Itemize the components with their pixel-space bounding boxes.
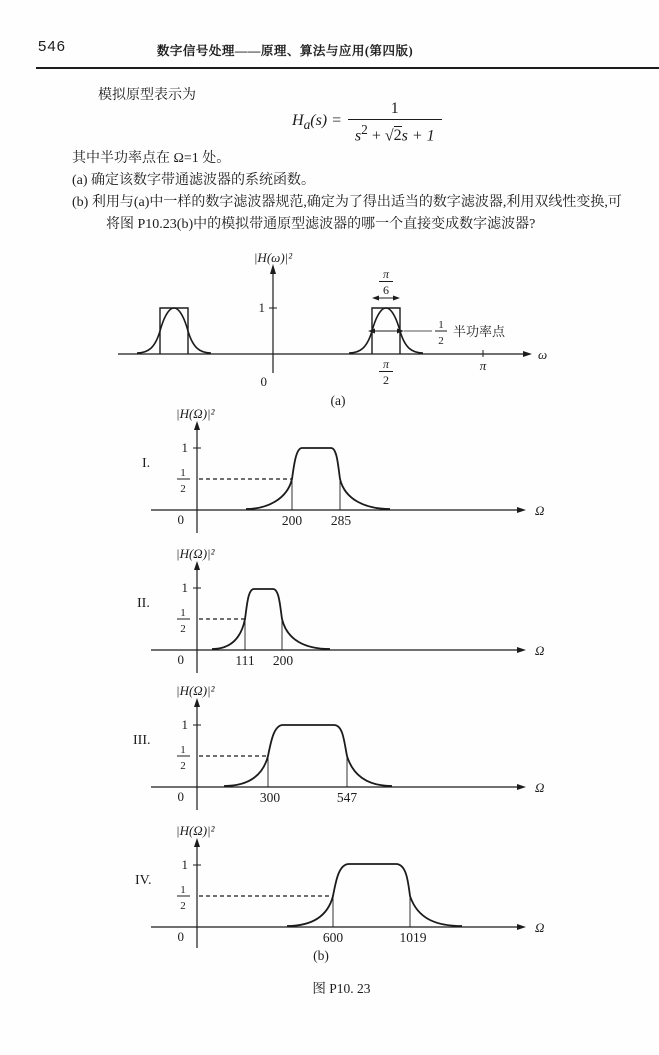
figa-tick-pi: π xyxy=(479,358,487,373)
plot-I xyxy=(0,403,659,538)
plot4-y-axis-label: |H(Ω)|² xyxy=(176,823,215,838)
figa-left-ideal-rect xyxy=(160,308,188,354)
formula-args: (s) = xyxy=(310,112,342,130)
plot1-half-frac-num: 1 xyxy=(180,467,186,479)
plot4-x-axis-label: Ω xyxy=(535,920,545,935)
header-rule xyxy=(36,67,659,69)
plot2-tick-1: 1 xyxy=(181,580,188,595)
figa-tick-0: 0 xyxy=(260,374,267,389)
plot1-freq-label-1: 200 xyxy=(281,513,303,528)
caption-sub-b: (b) xyxy=(313,948,329,963)
plot1-x-axis-label: Ω xyxy=(535,503,545,518)
figa-y-axis-arrowhead-icon xyxy=(270,264,276,274)
plot2-x-axis-label: Ω xyxy=(535,643,545,658)
plot1-half-frac-den: 2 xyxy=(180,483,186,495)
plot-IV xyxy=(0,820,659,950)
figa-y-axis-label: |H(ω)|² xyxy=(253,253,293,265)
plot2-half-frac-num: 1 xyxy=(180,607,186,619)
plot3-freq-label-2: 547 xyxy=(336,790,358,805)
half-power-note: 其中半功率点在 Ω=1 处。 xyxy=(72,151,231,166)
plot1-y-axis-arrowhead-icon xyxy=(194,421,200,430)
plot4-freq-label-2: 1019 xyxy=(399,930,427,945)
den-tail: s + 1 xyxy=(401,127,435,145)
plot4-half-frac-den: 2 xyxy=(180,900,186,912)
figa-width-frac-den: 6 xyxy=(383,283,389,297)
plot1-tick-0: 0 xyxy=(177,512,184,527)
plot2-freq-label-1: 111 xyxy=(235,653,255,668)
item-b-line2: 将图 P10.23(b)中的模拟带通原型滤波器的哪一个直接变成数字滤波器? xyxy=(106,217,536,232)
figa-center-frac-num: π xyxy=(382,357,390,371)
intro-text: 模拟原型表示为 xyxy=(98,88,196,103)
figa-caption: (a) xyxy=(330,393,346,408)
plot3-half-frac-den: 2 xyxy=(180,760,186,772)
plot4-freq-label-1: 600 xyxy=(322,930,344,945)
plot2-x-axis-arrowhead-icon xyxy=(517,647,526,653)
plot2-y-axis-label: |H(Ω)|² xyxy=(176,546,215,561)
figa-x-axis-arrowhead-icon xyxy=(523,351,532,357)
plot4-tick-1: 1 xyxy=(181,857,188,872)
plot3-x-axis-arrowhead-icon xyxy=(517,784,526,790)
plot1-y-axis-label: |H(Ω)|² xyxy=(176,406,215,421)
formula-denominator xyxy=(348,119,442,145)
plot1-tick-1: 1 xyxy=(181,440,188,455)
formula-lhs xyxy=(292,112,342,133)
sqrt-sign: √ xyxy=(384,127,394,145)
plot4-response-curve xyxy=(287,864,462,926)
plot3-tick-0: 0 xyxy=(177,789,184,804)
plot4-x-axis-arrowhead-icon xyxy=(517,924,526,930)
figa-width-arrowhead-left-icon xyxy=(372,296,379,301)
plot4-half-frac-num: 1 xyxy=(180,884,186,896)
figa-center-frac-den: 2 xyxy=(383,373,389,387)
plot-III xyxy=(0,680,659,815)
plot3-freq-label-1: 300 xyxy=(259,790,281,805)
figa-width-frac-num: π xyxy=(382,267,390,281)
item-a: (a) 确定该数字带通滤波器的系统函数。 xyxy=(72,173,316,188)
plot2-tick-0: 0 xyxy=(177,652,184,667)
plot2-half-frac-den: 2 xyxy=(180,623,186,635)
plot4-y-axis-arrowhead-icon xyxy=(194,838,200,847)
plot4-tick-0: 0 xyxy=(177,929,184,944)
plot2-y-axis-arrowhead-icon xyxy=(194,561,200,570)
formula-fraction xyxy=(348,100,442,145)
figa-halfpower-text: 半功率点 xyxy=(453,324,506,339)
figa-tick-1: 1 xyxy=(258,300,265,315)
formula-sub-a: a xyxy=(303,117,311,133)
figa-x-axis-label: ω xyxy=(538,347,548,362)
figa-half-frac-den: 2 xyxy=(438,335,444,347)
plot4-roman-label: IV. xyxy=(135,873,152,888)
plot3-tick-1: 1 xyxy=(181,717,188,732)
figure-a xyxy=(0,253,659,410)
plot-II xyxy=(0,543,659,678)
plot1-roman-label: I. xyxy=(142,456,151,471)
formula-H: H xyxy=(292,112,304,130)
figa-width-arrowhead-right-icon xyxy=(393,296,400,301)
plot1-x-axis-arrowhead-icon xyxy=(517,507,526,513)
figure-caption: 图 P10. 23 xyxy=(312,981,371,996)
plot1-freq-label-2: 285 xyxy=(330,513,352,528)
plot1-response-curve xyxy=(246,448,390,509)
page-number: 546 xyxy=(38,38,67,55)
plot2-roman-label: II. xyxy=(137,596,150,611)
header-title: 数字信号处理——原理、算法与应用(第四版) xyxy=(156,44,414,58)
item-b-line1: (b) 利用与(a)中一样的数字滤波器规范,确定为了得出适当的数字滤波器,利用双线性变换,可 xyxy=(72,195,622,210)
figa-half-frac-num: 1 xyxy=(438,319,444,331)
plot2-freq-label-2: 200 xyxy=(272,653,294,668)
den-plus: + xyxy=(367,127,385,145)
formula-numerator: 1 xyxy=(390,100,399,117)
den-s: s xyxy=(354,127,362,145)
plot3-x-axis-label: Ω xyxy=(535,780,545,795)
plot3-half-frac-num: 1 xyxy=(180,744,186,756)
plot3-y-axis-label: |H(Ω)|² xyxy=(176,683,215,698)
plot3-roman-label: III. xyxy=(133,733,151,748)
figa-left-response-curve xyxy=(137,308,211,353)
transfer-function-formula xyxy=(292,100,442,145)
plot3-y-axis-arrowhead-icon xyxy=(194,698,200,707)
den-exp: 2 xyxy=(361,122,368,137)
sqrt-radicand: 2 xyxy=(393,127,402,145)
